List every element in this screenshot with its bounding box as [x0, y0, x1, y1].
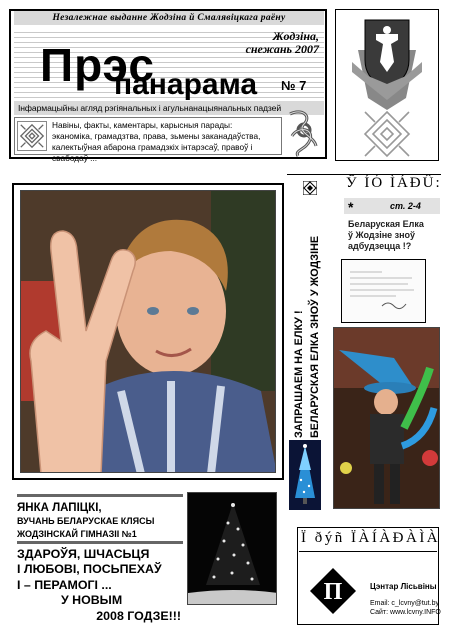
greeting-line-4: У НОВЫМ — [61, 593, 123, 608]
contents-item-text — [348, 219, 440, 252]
coat-of-arms-box — [335, 9, 439, 161]
school-line-1: ВУЧАНЬ БЕЛАРУСКАЕ КЛЯСЫ — [17, 516, 155, 526]
knot-ornament-icon — [284, 106, 324, 158]
info-text — [52, 120, 284, 164]
student-school — [17, 515, 187, 541]
vertical-headline-line-1: ЗАПРАШАЕМ НА ЕЛКУ ! — [293, 310, 305, 438]
ornament-icon — [17, 121, 47, 151]
school-line-2: ЖОДЗІНСКАЙ ГІМНАЗІІ №1 — [17, 529, 137, 539]
issue-number: № 7 — [281, 78, 307, 93]
student-name: ЯНКА ЛАПІЦКІ, — [17, 502, 102, 514]
new-year-greeting — [17, 547, 183, 624]
publisher-site[interactable]: Сайт: www.lcvny.INFO — [370, 609, 441, 616]
christmas-tree-small-photo — [289, 440, 321, 510]
info-line-3: калектыўная абарона грамадзкіх інтарэсаў, правоў і свабодаў ... — [52, 142, 253, 163]
vertical-headline-line-2: БЕЛАРУСКАЯ ЕЛКА ЗНОЎ У ЖОДЗІНЕ — [309, 235, 321, 438]
publisher-center: Цэнтар Лісьвіны — [370, 582, 437, 591]
publisher-email[interactable]: Email: c_lcvny@tut.by — [370, 600, 439, 607]
greeting-line-1: ЗДАРОЎЯ, ШЧАСЬЦЯ — [17, 547, 150, 561]
greeting-line-2: І ЛЮБОВІ, ПОСЬПЕХАЎ — [17, 562, 162, 577]
star-icon: * — [348, 199, 354, 215]
masthead-date: снежань 2007 — [245, 42, 319, 56]
publisher-rule — [299, 551, 437, 552]
publisher-heading: Ï ðýñ ÏÀÍÀÐÀÌÀ — [301, 530, 441, 546]
masthead-title-top: Прэс — [40, 39, 155, 91]
publisher-logo-letter: П — [323, 579, 343, 605]
greeting-line-3: І – ПЕРАМОГІ ... — [17, 577, 112, 592]
contents-heading: Ў ÍÓ ÌÁÐÛ: — [346, 175, 442, 191]
small-ornament-icon — [303, 181, 317, 195]
contents-text-line-3: адбудзецца !? — [348, 241, 412, 251]
contents-text-line-2: ў Жодзіне зноў — [348, 230, 416, 240]
greeting-line-5: 2008 ГОДЗЕ!!! — [96, 608, 181, 623]
info-line-1: Навіны, факты, каментары, карысныя парады: — [52, 120, 233, 130]
coat-of-arms-icon — [336, 10, 438, 160]
contents-pages: ст. 2-4 — [390, 201, 421, 211]
masthead-place: Жодзіна, — [272, 29, 319, 43]
masthead-place-date — [214, 30, 319, 56]
masthead-subtitle: Інфармацыйны агляд рэгіянальных і агульнанацыянальных падзей — [14, 101, 324, 115]
divider-bottom — [17, 541, 183, 544]
info-line-2: эканоміка, грамадзтва, права, зьмены заканадаўства, — [52, 131, 261, 141]
document-clipping-image — [341, 259, 426, 323]
child-wizard-hat-photo — [333, 327, 440, 509]
masthead-title-bottom: панарама — [114, 68, 258, 101]
divider-top — [17, 494, 183, 497]
masthead-tagline: Незалежнае выданне Жодзіна й Смалявіцкага раёну — [14, 11, 324, 25]
publisher-logo-icon — [310, 568, 356, 614]
contents-text-line-1: Беларуская Елка — [348, 219, 424, 229]
christmas-tree-photo — [187, 492, 277, 605]
vertical-headline — [290, 178, 330, 438]
boy-v-sign-photo — [20, 190, 276, 473]
